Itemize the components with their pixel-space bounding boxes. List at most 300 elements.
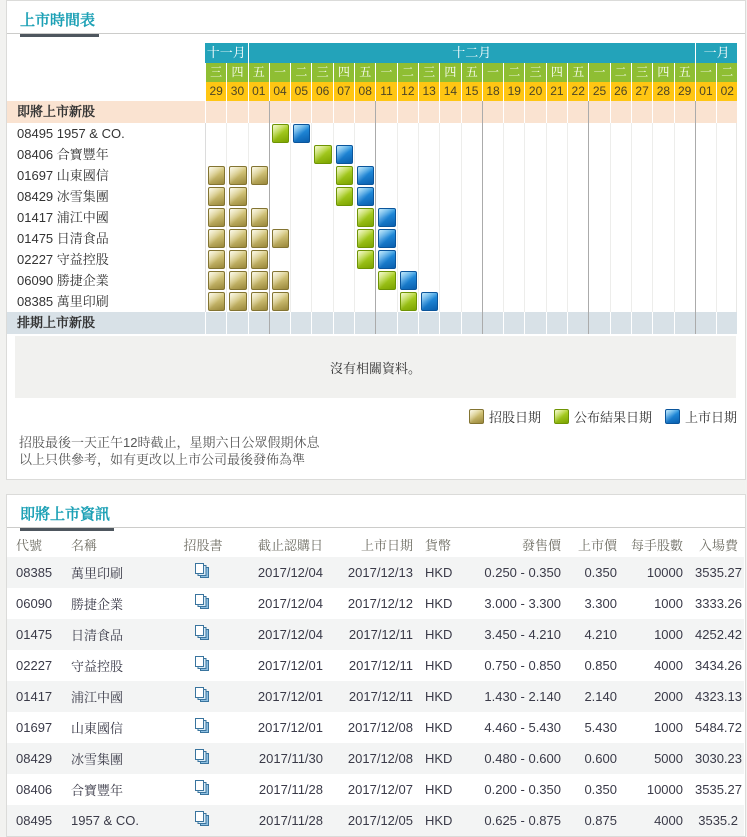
day-cell xyxy=(248,228,269,249)
column-header: 上市價 xyxy=(577,537,617,553)
day-cell xyxy=(269,186,290,207)
day-cell xyxy=(226,123,247,144)
entry-fee-cell: 4323.13 xyxy=(695,689,742,704)
stock-label: 08406 合寶豐年 xyxy=(17,147,109,162)
offer-price-cell: 3.450 - 4.210 xyxy=(484,627,561,642)
table-row xyxy=(7,681,744,712)
day-cell xyxy=(482,228,503,249)
result-marker xyxy=(357,229,374,248)
day-cell xyxy=(418,207,439,228)
day-cell xyxy=(567,165,588,186)
result-marker xyxy=(272,124,289,143)
gantt-stock-row xyxy=(7,186,745,207)
weekday-cell: 五 xyxy=(354,63,375,82)
code-cell: 01697 xyxy=(16,720,53,735)
prospectus-icon[interactable] xyxy=(195,563,211,579)
prospectus-cell xyxy=(177,712,229,743)
listing-date-cell: 2017/12/12 xyxy=(347,596,413,611)
timetable-header xyxy=(7,1,745,34)
day-cell xyxy=(588,228,609,249)
day-cell xyxy=(524,123,545,144)
legend xyxy=(7,407,737,426)
day-cell xyxy=(610,228,631,249)
band-cell xyxy=(503,312,524,334)
day-cell xyxy=(205,228,226,249)
day-cell xyxy=(205,207,226,228)
day-cell xyxy=(482,123,503,144)
day-cell xyxy=(524,186,545,207)
band-cell xyxy=(354,312,375,334)
date-cell: 07 xyxy=(333,82,354,101)
day-cell xyxy=(375,291,396,312)
result-marker xyxy=(357,250,374,269)
subscription-marker xyxy=(272,271,289,290)
day-cell xyxy=(290,144,311,165)
band-cell xyxy=(333,101,354,123)
day-cell xyxy=(610,270,631,291)
day-cell xyxy=(631,207,652,228)
subscription-marker xyxy=(208,292,225,311)
day-cell xyxy=(567,270,588,291)
day-cell xyxy=(546,291,567,312)
listing-marker xyxy=(378,229,395,248)
day-cell xyxy=(588,165,609,186)
listing-date-cell: 2017/12/13 xyxy=(347,565,413,580)
prospectus-icon[interactable] xyxy=(195,749,211,765)
day-cell xyxy=(482,270,503,291)
subscription-marker xyxy=(251,250,268,269)
day-cell xyxy=(567,291,588,312)
day-cell xyxy=(418,186,439,207)
day-cell xyxy=(397,144,418,165)
day-cell xyxy=(205,144,226,165)
result-legend-swatch xyxy=(554,409,569,424)
date-cell: 21 xyxy=(546,82,567,101)
day-cell xyxy=(226,144,247,165)
entry-fee-cell: 3535.27 xyxy=(695,565,742,580)
code-cell: 08385 xyxy=(16,565,53,580)
day-cell xyxy=(354,186,375,207)
band-cell xyxy=(248,312,269,334)
day-cell xyxy=(354,291,375,312)
day-cell xyxy=(439,228,460,249)
lot-size-cell: 1000 xyxy=(654,596,683,611)
table-header-row xyxy=(7,531,744,557)
day-cell xyxy=(503,144,524,165)
result-marker xyxy=(357,208,374,227)
prospectus-icon[interactable] xyxy=(195,687,211,703)
day-cell xyxy=(524,144,545,165)
subscription-marker xyxy=(272,292,289,311)
band-cell xyxy=(652,101,673,123)
code-cell: 01417 xyxy=(16,689,53,704)
day-cell xyxy=(248,291,269,312)
day-cell xyxy=(610,186,631,207)
listing-marker xyxy=(378,250,395,269)
day-cell xyxy=(631,144,652,165)
band-cell xyxy=(205,101,226,123)
listing-marker xyxy=(293,124,310,143)
date-cell: 26 xyxy=(610,82,631,101)
day-cell xyxy=(695,207,716,228)
weekday-cell: 二 xyxy=(610,63,631,82)
currency-cell: HKD xyxy=(425,658,453,673)
listing-price-cell: 3.300 xyxy=(584,596,617,611)
weekday-cell: 二 xyxy=(290,63,311,82)
weekday-cell: 三 xyxy=(311,63,332,82)
listing-price-cell: 0.350 xyxy=(584,565,617,580)
day-cell xyxy=(652,123,673,144)
band-cell xyxy=(375,101,396,123)
column-header: 上市日期 xyxy=(360,537,413,553)
prospectus-icon[interactable] xyxy=(195,594,211,610)
day-cell xyxy=(482,291,503,312)
legend-label: 招股日期 xyxy=(488,410,541,425)
code-cell: 02227 xyxy=(16,658,53,673)
calendar-label-spacer xyxy=(7,82,205,101)
offer-price-cell: 1.430 - 2.140 xyxy=(484,689,561,704)
band-cell xyxy=(546,101,567,123)
code-cell: 06090 xyxy=(16,596,53,611)
day-cell xyxy=(397,123,418,144)
listing-marker xyxy=(357,187,374,206)
subscription-marker xyxy=(208,229,225,248)
day-cell xyxy=(695,165,716,186)
day-cell xyxy=(205,186,226,207)
result-marker xyxy=(314,145,331,164)
day-cell xyxy=(524,228,545,249)
band-cell xyxy=(524,101,545,123)
column-header: 貨幣 xyxy=(425,537,452,553)
entry-fee-cell: 3535.27 xyxy=(695,782,742,797)
date-cell: 18 xyxy=(482,82,503,101)
band-cell xyxy=(631,101,652,123)
day-cell xyxy=(290,270,311,291)
upcoming-info-header xyxy=(7,495,745,528)
day-cell xyxy=(248,270,269,291)
date-cell: 28 xyxy=(652,82,673,101)
listing-price-cell: 5.430 xyxy=(584,720,617,735)
day-cell xyxy=(546,228,567,249)
date-cell: 19 xyxy=(503,82,524,101)
name-cell: 浦江中國 xyxy=(71,690,124,705)
day-cell xyxy=(461,123,482,144)
lot-size-cell: 1000 xyxy=(654,720,683,735)
day-cell xyxy=(333,186,354,207)
day-cell xyxy=(631,270,652,291)
listing-price-cell: 0.875 xyxy=(584,813,617,828)
day-cell xyxy=(333,228,354,249)
upcoming-info-title: 即將上市資訊 xyxy=(20,503,114,531)
day-cell xyxy=(674,165,695,186)
column-header: 截止認購日 xyxy=(257,537,323,553)
band-cell xyxy=(418,312,439,334)
offer-price-cell: 3.000 - 3.300 xyxy=(484,596,561,611)
day-cell xyxy=(333,270,354,291)
prospectus-icon[interactable] xyxy=(195,780,211,796)
day-cell xyxy=(674,291,695,312)
prospectus-icon[interactable] xyxy=(195,656,211,672)
day-cell xyxy=(418,123,439,144)
table-row xyxy=(7,805,744,836)
stock-label: 08429 冰雪集團 xyxy=(17,189,109,204)
day-cell xyxy=(674,144,695,165)
day-cell xyxy=(524,291,545,312)
day-cell xyxy=(716,207,737,228)
day-cell xyxy=(269,249,290,270)
day-cell xyxy=(248,186,269,207)
prospectus-cell xyxy=(177,805,229,836)
subscription-marker xyxy=(229,250,246,269)
day-cell xyxy=(354,144,375,165)
day-cell xyxy=(503,123,524,144)
column-header: 每手股數 xyxy=(630,537,683,553)
deadline-cell: 2017/12/04 xyxy=(257,596,323,611)
stock-label: 01417 浦江中國 xyxy=(17,210,109,225)
day-cell xyxy=(524,207,545,228)
subscription-marker xyxy=(208,208,225,227)
band-cell xyxy=(461,312,482,334)
day-cell xyxy=(311,207,332,228)
weekday-cell: 五 xyxy=(248,63,269,82)
weekday-cell: 三 xyxy=(631,63,652,82)
result-marker xyxy=(400,292,417,311)
day-cell xyxy=(674,249,695,270)
prospectus-cell xyxy=(177,743,229,774)
gantt-stock-row xyxy=(7,228,745,249)
day-cell xyxy=(524,270,545,291)
entry-fee-cell: 3434.26 xyxy=(695,658,742,673)
prospectus-icon[interactable] xyxy=(195,811,211,827)
weekday-cell: 四 xyxy=(546,63,567,82)
weekday-cell: 三 xyxy=(205,63,226,82)
day-cell xyxy=(610,165,631,186)
band-cell xyxy=(588,312,609,334)
day-cell xyxy=(652,228,673,249)
band-cell xyxy=(716,101,737,123)
result-marker xyxy=(336,187,353,206)
entry-fee-cell: 3333.26 xyxy=(695,596,742,611)
day-cell xyxy=(290,207,311,228)
currency-cell: HKD xyxy=(425,627,453,642)
day-cell xyxy=(503,186,524,207)
day-cell xyxy=(290,186,311,207)
day-cell xyxy=(567,228,588,249)
band-cell xyxy=(695,101,716,123)
day-cell xyxy=(397,291,418,312)
listing-marker xyxy=(336,145,353,164)
listing-date-cell: 2017/12/11 xyxy=(348,689,413,704)
date-cell: 01 xyxy=(695,82,716,101)
offer-price-cell: 4.460 - 5.430 xyxy=(484,720,561,735)
day-cell xyxy=(652,270,673,291)
subscription-marker xyxy=(272,229,289,248)
band-cell xyxy=(610,101,631,123)
date-cell: 29 xyxy=(674,82,695,101)
day-cell xyxy=(461,228,482,249)
section-band-label: 即將上市新股 xyxy=(7,101,205,123)
day-cell xyxy=(610,291,631,312)
date-cell: 27 xyxy=(631,82,652,101)
upcoming-info-panel xyxy=(6,494,746,837)
day-cell xyxy=(290,123,311,144)
result-marker xyxy=(336,166,353,185)
day-cell xyxy=(375,249,396,270)
day-cell xyxy=(461,291,482,312)
weekday-cell: 五 xyxy=(567,63,588,82)
date-cell: 30 xyxy=(226,82,247,101)
listing-date-cell: 2017/12/08 xyxy=(347,720,413,735)
day-cell xyxy=(248,207,269,228)
band-cell xyxy=(311,312,332,334)
day-cell xyxy=(418,228,439,249)
day-cell xyxy=(610,144,631,165)
day-cell xyxy=(333,165,354,186)
day-cell xyxy=(546,186,567,207)
day-cell xyxy=(716,291,737,312)
day-cell xyxy=(546,249,567,270)
band-cell xyxy=(524,312,545,334)
prospectus-icon[interactable] xyxy=(195,718,211,734)
band-cell xyxy=(248,101,269,123)
deadline-cell: 2017/12/01 xyxy=(257,689,323,704)
day-cell xyxy=(482,165,503,186)
deadline-cell: 2017/11/28 xyxy=(258,813,323,828)
legend-label: 上市日期 xyxy=(684,410,737,425)
day-cell xyxy=(418,270,439,291)
day-cell xyxy=(567,249,588,270)
scheduled-section-band xyxy=(7,312,745,334)
day-cell xyxy=(269,144,290,165)
day-cell xyxy=(503,270,524,291)
name-cell: 1957 & CO. xyxy=(71,813,139,828)
prospectus-icon[interactable] xyxy=(195,625,211,641)
day-cell xyxy=(674,123,695,144)
day-cell xyxy=(631,186,652,207)
day-cell xyxy=(524,165,545,186)
day-cell xyxy=(311,123,332,144)
listing-date-cell: 2017/12/11 xyxy=(348,627,413,642)
day-cell xyxy=(226,228,247,249)
day-cell xyxy=(205,249,226,270)
entry-fee-cell: 5484.72 xyxy=(695,720,742,735)
month-label: 一月 xyxy=(695,43,738,63)
footnote-2: 以上只供參考，如有更改以上市公司最後發佈為準 xyxy=(19,452,306,467)
day-cell xyxy=(546,207,567,228)
band-cell xyxy=(354,101,375,123)
offer-price-cell: 0.200 - 0.350 xyxy=(484,782,561,797)
day-cell xyxy=(269,123,290,144)
lot-size-cell: 1000 xyxy=(654,627,683,642)
day-cell xyxy=(610,249,631,270)
day-cell xyxy=(546,123,567,144)
day-cell xyxy=(439,207,460,228)
day-cell xyxy=(695,186,716,207)
weekday-cell: 一 xyxy=(482,63,503,82)
day-cell xyxy=(375,207,396,228)
day-cell xyxy=(439,291,460,312)
lot-size-cell: 5000 xyxy=(654,751,683,766)
calendar-corner xyxy=(7,43,205,63)
day-cell xyxy=(652,186,673,207)
subscription-marker xyxy=(229,187,246,206)
date-cell: 15 xyxy=(461,82,482,101)
day-cell xyxy=(333,249,354,270)
day-cell xyxy=(354,123,375,144)
day-cell xyxy=(461,144,482,165)
deadline-cell: 2017/11/28 xyxy=(258,782,323,797)
prospectus-cell xyxy=(177,557,229,588)
day-cell xyxy=(461,207,482,228)
prospectus-cell xyxy=(177,650,229,681)
lot-size-cell: 4000 xyxy=(654,813,683,828)
prospectus-cell xyxy=(177,681,229,712)
column-header: 招股書 xyxy=(183,537,223,553)
day-cell xyxy=(375,165,396,186)
day-cell xyxy=(375,228,396,249)
day-cell xyxy=(588,186,609,207)
legend-item xyxy=(554,407,652,426)
day-cell xyxy=(652,207,673,228)
day-cell xyxy=(503,228,524,249)
day-cell xyxy=(567,144,588,165)
band-cell xyxy=(588,101,609,123)
name-cell: 冰雪集團 xyxy=(71,752,124,767)
table-row xyxy=(7,557,744,588)
column-header: 發售價 xyxy=(521,537,561,553)
band-cell xyxy=(652,312,673,334)
weekday-cell: 一 xyxy=(588,63,609,82)
day-cell xyxy=(439,165,460,186)
day-cell xyxy=(716,249,737,270)
day-cell xyxy=(397,207,418,228)
day-cell xyxy=(418,249,439,270)
code-cell: 08495 xyxy=(16,813,53,828)
day-cell xyxy=(588,144,609,165)
month-label: 十二月 xyxy=(248,43,695,63)
band-cell xyxy=(439,312,460,334)
stock-label: 08495 1957 & CO. xyxy=(17,126,125,141)
day-cell xyxy=(439,186,460,207)
day-cell xyxy=(290,228,311,249)
legend-label: 公布結果日期 xyxy=(573,410,652,425)
listing-price-cell: 4.210 xyxy=(584,627,617,642)
deadline-cell: 2017/12/01 xyxy=(257,658,323,673)
offer-price-cell: 0.480 - 0.600 xyxy=(484,751,561,766)
section-band-label: 排期上市新股 xyxy=(7,312,205,334)
day-cell xyxy=(333,144,354,165)
lot-size-cell: 4000 xyxy=(654,658,683,673)
day-cell xyxy=(695,291,716,312)
day-cell xyxy=(311,144,332,165)
entry-fee-cell: 3535.2 xyxy=(698,813,738,828)
day-cell xyxy=(354,270,375,291)
band-cell xyxy=(482,101,503,123)
day-cell xyxy=(482,207,503,228)
band-cell xyxy=(674,101,695,123)
currency-cell: HKD xyxy=(425,720,453,735)
currency-cell: HKD xyxy=(425,782,453,797)
band-cell xyxy=(546,312,567,334)
date-cell: 05 xyxy=(290,82,311,101)
result-marker xyxy=(378,271,395,290)
date-cell: 06 xyxy=(311,82,332,101)
band-cell xyxy=(716,312,737,334)
gantt-stock-row xyxy=(7,207,745,228)
day-cell xyxy=(205,270,226,291)
weekday-cell: 三 xyxy=(524,63,545,82)
day-cell xyxy=(652,165,673,186)
